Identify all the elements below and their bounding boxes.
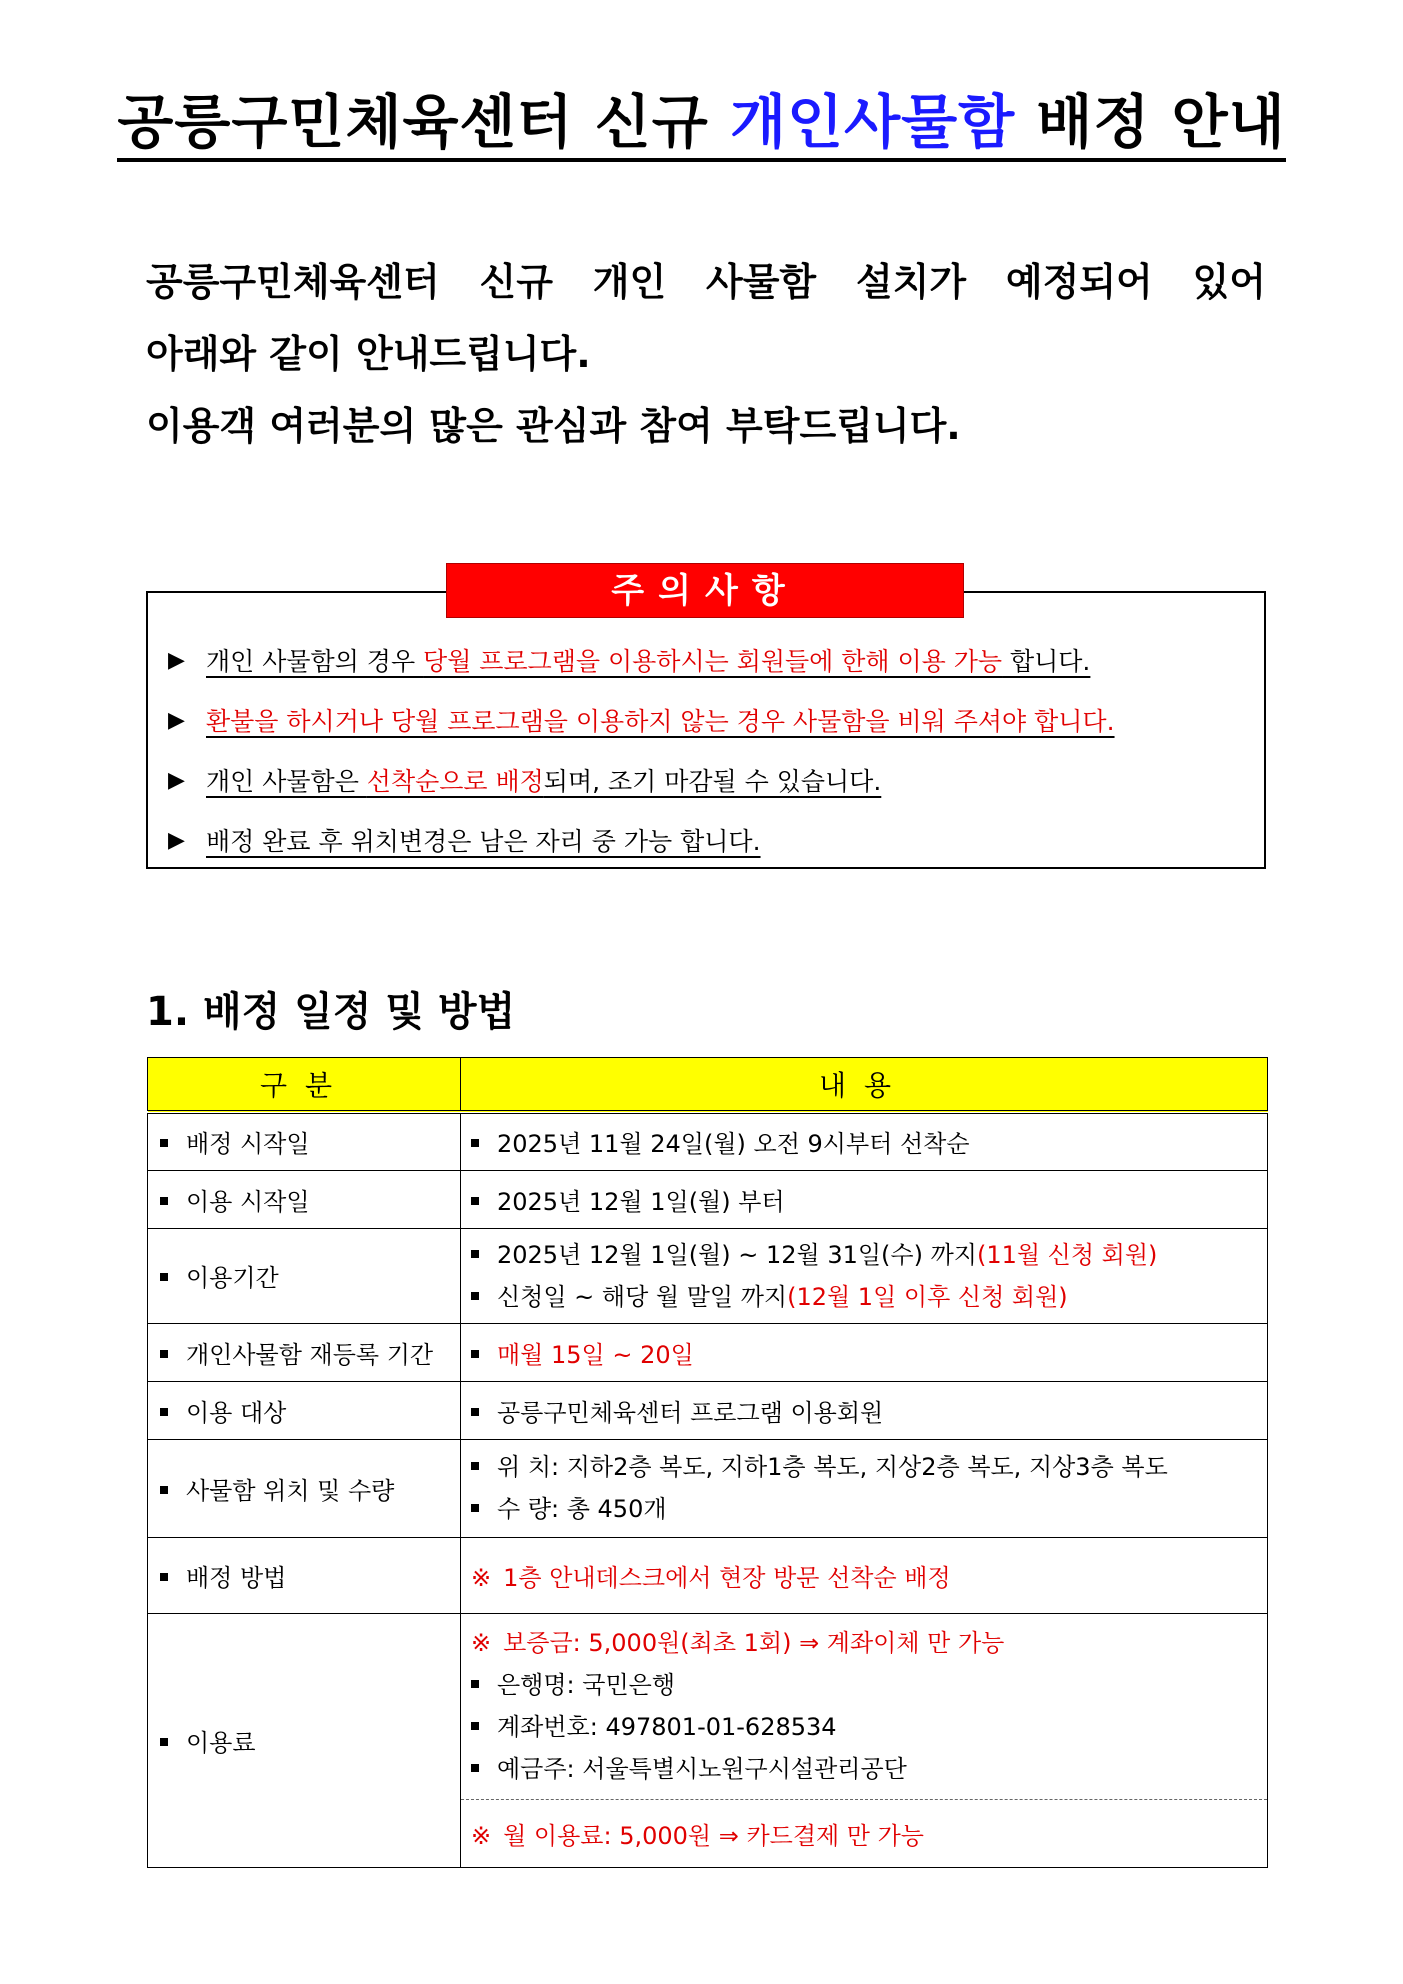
label-text: 사물함 위치 및 수량 [186, 1476, 395, 1505]
value-line [471, 1622, 1257, 1664]
notice-item-text [206, 702, 1115, 738]
triangle-bullet-icon: ▶ [168, 707, 185, 733]
notice-item-text [206, 642, 1090, 678]
label-text: 이용료 [186, 1728, 256, 1757]
value-text: 2025년 12월 1일(월) 부터 [497, 1187, 785, 1216]
value-line [471, 1488, 1257, 1530]
value-emphasis: (12월 1일 이후 신청 회원) [787, 1282, 1068, 1311]
value-text: 공릉구민체육센터 프로그램 이용회원 [497, 1398, 884, 1427]
square-bullet-icon [471, 1292, 479, 1300]
value-text: 예금주: 서울특별시노원구시설관리공단 [497, 1755, 907, 1783]
table-row [148, 1439, 1268, 1537]
intro-word: 있어 [1192, 260, 1266, 304]
triangle-bullet-icon: ▶ [168, 767, 185, 793]
table-row [148, 1381, 1268, 1439]
value-line [471, 1276, 1257, 1318]
notice-item-text [206, 822, 761, 858]
table-row [148, 1170, 1268, 1228]
square-bullet-icon [471, 1139, 479, 1147]
row-label [148, 1112, 461, 1170]
row-value [461, 1112, 1268, 1170]
row-value [461, 1537, 1268, 1613]
intro-line-2: 아래와 같이 안내드립니다. [146, 332, 591, 376]
table-row [148, 1613, 1268, 1799]
intro-line-3: 이용객 여러분의 많은 관심과 참여 부탁드립니다. [146, 404, 961, 448]
schedule-table [147, 1057, 1268, 1868]
reference-mark-icon: ※ [471, 1629, 492, 1657]
table-row [148, 1112, 1268, 1170]
square-bullet-icon [160, 1350, 168, 1358]
square-bullet-icon [160, 1139, 168, 1147]
label-text: 개인사물함 재등록 기간 [186, 1340, 434, 1369]
section-title: 1. 배정 일정 및 방법 [146, 989, 516, 1035]
label-text: 이용 대상 [186, 1398, 287, 1427]
row-label [148, 1323, 461, 1381]
notice-plain: 되며, 조기 마감될 수 있습니다. [543, 767, 882, 796]
reference-mark-icon: ※ [471, 1563, 492, 1592]
intro-word: 예정되어 [1005, 260, 1153, 304]
title-highlight: 개인사물함 [730, 88, 1016, 156]
square-bullet-icon [160, 1738, 168, 1746]
intro-text [146, 246, 1266, 462]
value-text: 2025년 12월 1일(월) ~ 12월 31일(수) 까지 [497, 1240, 977, 1269]
value-line [471, 1664, 1257, 1706]
notice-plain: 개인 사물함의 경우 [206, 647, 424, 676]
square-bullet-icon [160, 1573, 168, 1581]
square-bullet-icon [471, 1350, 479, 1358]
table-row [148, 1228, 1268, 1323]
value-line [471, 1706, 1257, 1748]
square-bullet-icon [471, 1250, 479, 1258]
value-emphasis: 매월 15일 ~ 20일 [497, 1340, 694, 1369]
header-category: 구분 [148, 1058, 461, 1113]
row-value [461, 1170, 1268, 1228]
value-text: 월 이용료: 5,000원 ⇒ 카드결제 만 가능 [503, 1821, 924, 1850]
header-content: 내용 [461, 1058, 1268, 1113]
label-text: 배정 방법 [186, 1563, 287, 1592]
notice-item [168, 630, 1258, 690]
notice-plain: 개인 사물함은 [206, 767, 367, 796]
value-text: 수 량: 총 450개 [497, 1495, 667, 1523]
triangle-bullet-icon: ▶ [168, 647, 185, 673]
square-bullet-icon [471, 1680, 479, 1688]
square-bullet-icon [471, 1722, 479, 1730]
label-text: 배정 시작일 [186, 1130, 310, 1159]
label-text: 이용기간 [186, 1264, 279, 1292]
value-line [471, 1446, 1257, 1488]
value-line [471, 1234, 1257, 1276]
notice-plain: 배정 완료 후 위치변경은 남은 자리 중 가능 합니다. [206, 827, 761, 856]
square-bullet-icon [471, 1462, 479, 1470]
intro-line-1 [146, 246, 1266, 318]
value-line [471, 1748, 1257, 1790]
row-value [461, 1323, 1268, 1381]
notice-list [168, 630, 1258, 870]
notice-item-text [206, 762, 881, 798]
row-value [461, 1381, 1268, 1439]
table-header-row [148, 1058, 1268, 1113]
row-value [461, 1613, 1268, 1799]
row-value [461, 1439, 1268, 1537]
square-bullet-icon [471, 1504, 479, 1512]
intro-word: 신규 [479, 260, 553, 304]
square-bullet-icon [471, 1408, 479, 1416]
intro-word: 사물함 [706, 260, 817, 304]
notice-emphasis: 당월 프로그램을 이용하시는 회원들에 한해 이용 가능 [423, 647, 1003, 676]
value-text: 2025년 11월 24일(월) 오전 9시부터 선착순 [497, 1130, 970, 1159]
value-text: 계좌번호: 497801-01-628534 [497, 1713, 837, 1741]
square-bullet-icon [160, 1197, 168, 1205]
label-text: 이용 시작일 [186, 1187, 310, 1216]
notice-header: 주의사항 [446, 563, 964, 618]
page-title [0, 88, 1403, 162]
table-row [148, 1323, 1268, 1381]
notice-emphasis: 선착순으로 배정 [366, 767, 544, 796]
notice-item [168, 750, 1258, 810]
title-part1: 공릉구민체육센터 신규 [117, 88, 731, 156]
square-bullet-icon [160, 1408, 168, 1416]
row-value [461, 1799, 1268, 1867]
intro-word: 설치가 [855, 260, 967, 304]
row-label [148, 1439, 461, 1537]
square-bullet-icon [471, 1764, 479, 1772]
intro-word: 개인 [592, 260, 667, 304]
row-label [148, 1381, 461, 1439]
value-text: 보증금: 5,000원(최초 1회) ⇒ 계좌이체 만 가능 [503, 1629, 1005, 1657]
row-label [148, 1537, 461, 1613]
value-text: 은행명: 국민은행 [497, 1671, 676, 1699]
square-bullet-icon [471, 1197, 479, 1205]
row-value [461, 1228, 1268, 1323]
value-text: 위 치: 지하2층 복도, 지하1층 복도, 지상2층 복도, 지상3층 복도 [497, 1453, 1168, 1481]
value-text: 신청일 ~ 해당 월 말일 까지 [497, 1282, 788, 1311]
square-bullet-icon [160, 1273, 168, 1281]
notice-plain: 합니다. [1002, 647, 1091, 676]
square-bullet-icon [160, 1486, 168, 1494]
row-label [148, 1170, 461, 1228]
row-label [148, 1228, 461, 1323]
reference-mark-icon: ※ [471, 1821, 492, 1850]
row-label [148, 1613, 461, 1867]
triangle-bullet-icon: ▶ [168, 827, 185, 853]
notice-emphasis: 환불을 하시거나 당월 프로그램을 이용하지 않는 경우 사물함을 비워 주셔야 합니다. [206, 707, 1115, 736]
value-emphasis: (11월 신청 회원) [976, 1240, 1158, 1269]
intro-word: 공릉구민체육센터 [146, 260, 440, 304]
notice-item [168, 690, 1258, 750]
title-part2: 배정 안내 [1015, 88, 1286, 156]
value-text: 1층 안내데스크에서 현장 방문 선착순 배정 [503, 1563, 951, 1592]
table-row [148, 1537, 1268, 1613]
notice-item [168, 810, 1258, 870]
